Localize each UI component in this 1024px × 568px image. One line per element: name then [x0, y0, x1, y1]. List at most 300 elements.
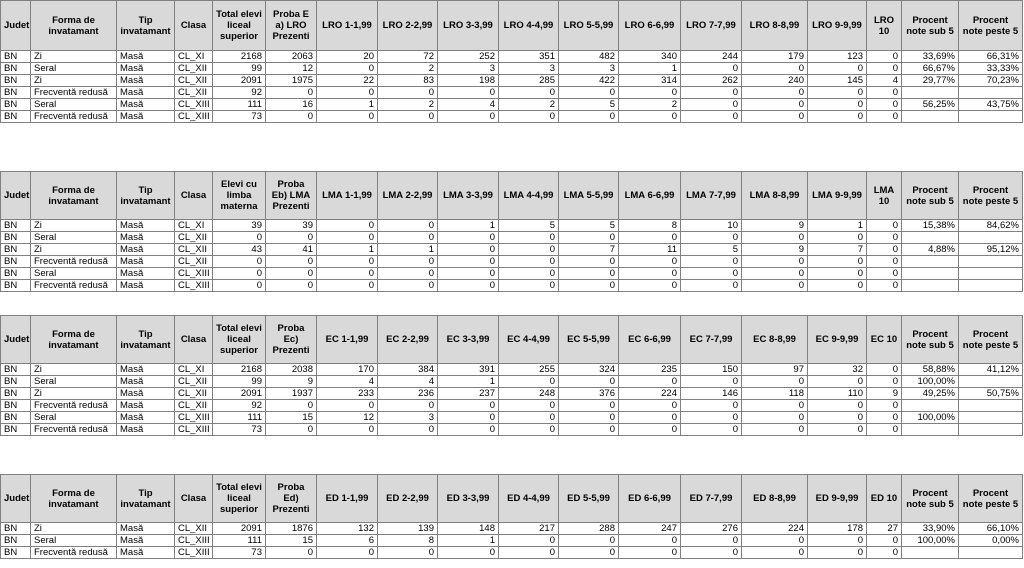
- table-cell: CL_XIII: [175, 535, 213, 547]
- table-cell: Seral: [31, 376, 117, 388]
- column-header: Forma de invatamant: [31, 475, 117, 523]
- table-cell: CL_XI: [175, 51, 213, 63]
- column-header: Proba Ec) Prezenti: [266, 316, 317, 364]
- table-cell: 83: [378, 75, 438, 87]
- table-cell: 0: [808, 63, 867, 75]
- table-cell: 1: [317, 99, 378, 111]
- table-cell: Masă: [117, 547, 175, 559]
- table-cell: 0: [499, 256, 559, 268]
- column-header: Procent note sub 5: [902, 316, 959, 364]
- table-cell: 33,33%: [959, 63, 1023, 75]
- table-cell: 1876: [266, 523, 317, 535]
- table-cell: 95,12%: [959, 244, 1023, 256]
- column-header: ED 9-9,99: [808, 475, 867, 523]
- table-cell: 0: [266, 232, 317, 244]
- table-cell: Masă: [117, 63, 175, 75]
- table-cell: 0: [213, 232, 266, 244]
- table-cell: BN: [1, 280, 31, 292]
- table-cell: 123: [808, 51, 867, 63]
- table-cell: Masă: [117, 220, 175, 232]
- column-header: LMA 3-3,99: [438, 172, 499, 220]
- table-cell: 9: [867, 388, 902, 400]
- column-header: Total elevi liceal superior: [213, 1, 266, 51]
- table-cell: [959, 256, 1023, 268]
- table-cell: 4: [438, 99, 499, 111]
- table-cell: Masă: [117, 376, 175, 388]
- table-cell: 4: [378, 376, 438, 388]
- table-cell: 0: [266, 268, 317, 280]
- table-cell: CL_XII: [175, 256, 213, 268]
- table-cell: 5: [499, 220, 559, 232]
- table-cell: 5: [559, 99, 619, 111]
- table-cell: 0: [438, 412, 499, 424]
- column-header: LRO 10: [867, 1, 902, 51]
- table-cell: 58,88%: [902, 364, 959, 376]
- column-header: EC 7-7,99: [681, 316, 742, 364]
- column-header: LMA 9-9,99: [808, 172, 867, 220]
- column-header: ED 4-4,99: [499, 475, 559, 523]
- column-header: Procent note peste 5: [959, 475, 1023, 523]
- table-cell: 148: [438, 523, 499, 535]
- table-cell: Masă: [117, 535, 175, 547]
- table-cell: Masă: [117, 280, 175, 292]
- column-header: Judet: [1, 316, 31, 364]
- table-cell: 217: [499, 523, 559, 535]
- table-cell: 0: [619, 111, 681, 123]
- column-header: Proba Ed) Prezenti: [266, 475, 317, 523]
- table-cell: 0: [499, 111, 559, 123]
- table-cell: 0: [438, 232, 499, 244]
- table-row: [1, 244, 1023, 256]
- table-cell: 0: [867, 63, 902, 75]
- table-cell: 0: [559, 535, 619, 547]
- table-cell: 0: [808, 547, 867, 559]
- table-cell: 16: [266, 99, 317, 111]
- table-cell: 33,69%: [902, 51, 959, 63]
- table-cell: Seral: [31, 232, 117, 244]
- table-cell: 2091: [213, 523, 266, 535]
- table-cell: CL_XIII: [175, 412, 213, 424]
- table-row: [1, 535, 1023, 547]
- table-cell: 0: [378, 400, 438, 412]
- table-cell: CL_XIII: [175, 111, 213, 123]
- table-cell: 0: [681, 63, 742, 75]
- table-cell: 0: [499, 376, 559, 388]
- table-cell: 0: [808, 412, 867, 424]
- table-cell: 288: [559, 523, 619, 535]
- table-cell: Seral: [31, 535, 117, 547]
- table-row: [1, 63, 1023, 75]
- table-cell: Seral: [31, 268, 117, 280]
- table-cell: 43: [213, 244, 266, 256]
- table-cell: 12: [266, 63, 317, 75]
- column-header: Tip invatamant: [117, 316, 175, 364]
- table-cell: BN: [1, 63, 31, 75]
- table-cell: 100,00%: [902, 535, 959, 547]
- table-cell: Zi: [31, 51, 117, 63]
- table-cell: 0: [742, 547, 808, 559]
- table-cell: Frecventă redusă: [31, 87, 117, 99]
- table-cell: 39: [266, 220, 317, 232]
- column-header: ED 10: [867, 475, 902, 523]
- table-cell: 0: [378, 547, 438, 559]
- table-cell: CL_XII: [175, 232, 213, 244]
- table-cell: 0: [266, 111, 317, 123]
- table-cell: Frecventă redusă: [31, 280, 117, 292]
- column-header: Judet: [1, 172, 31, 220]
- table-cell: 0: [742, 280, 808, 292]
- table-cell: 0: [681, 111, 742, 123]
- table-cell: 248: [499, 388, 559, 400]
- table-cell: 0: [438, 424, 499, 436]
- table-cell: CL_XIII: [175, 268, 213, 280]
- table-cell: 0: [808, 268, 867, 280]
- table-cell: 0: [808, 424, 867, 436]
- table-cell: Seral: [31, 99, 117, 111]
- table-cell: CL_XIII: [175, 547, 213, 559]
- table-cell: 0: [808, 99, 867, 111]
- table-cell: 33,90%: [902, 523, 959, 535]
- column-header: Proba E a) LRO Prezenti: [266, 1, 317, 51]
- table-cell: BN: [1, 87, 31, 99]
- table-cell: 110: [808, 388, 867, 400]
- table-cell: 111: [213, 412, 266, 424]
- column-header: Forma de invatamant: [31, 172, 117, 220]
- table-cell: 39: [213, 220, 266, 232]
- table-cell: 0: [438, 280, 499, 292]
- table-cell: 0: [317, 424, 378, 436]
- table-cell: 2: [619, 99, 681, 111]
- column-header: ED 1-1,99: [317, 475, 378, 523]
- header-row: [1, 172, 1023, 220]
- table-cell: Masă: [117, 256, 175, 268]
- table-cell: 0: [559, 412, 619, 424]
- table-row: [1, 523, 1023, 535]
- table-cell: 0: [867, 256, 902, 268]
- column-header: EC 8-8,99: [742, 316, 808, 364]
- header-row: [1, 316, 1023, 364]
- table-cell: Frecventă redusă: [31, 400, 117, 412]
- table-cell: 0: [266, 424, 317, 436]
- table-cell: 0: [438, 111, 499, 123]
- table-cell: Masă: [117, 424, 175, 436]
- table-cell: 1: [438, 535, 499, 547]
- table-cell: 324: [559, 364, 619, 376]
- table-cell: 1: [378, 244, 438, 256]
- table-cell: BN: [1, 111, 31, 123]
- table-cell: BN: [1, 523, 31, 535]
- table-cell: 236: [378, 388, 438, 400]
- table-cell: [959, 232, 1023, 244]
- table-cell: 0: [499, 400, 559, 412]
- lro-results-table: [0, 0, 1023, 123]
- table-row: [1, 364, 1023, 376]
- table-row: [1, 232, 1023, 244]
- table-cell: 0: [808, 376, 867, 388]
- table-cell: 70,23%: [959, 75, 1023, 87]
- table-cell: 0: [559, 400, 619, 412]
- table-cell: 145: [808, 75, 867, 87]
- table-cell: [902, 87, 959, 99]
- table-cell: Frecventă redusă: [31, 111, 117, 123]
- table-cell: 22: [317, 75, 378, 87]
- table-cell: 43,75%: [959, 99, 1023, 111]
- table-cell: 240: [742, 75, 808, 87]
- table-cell: 0: [438, 547, 499, 559]
- table-cell: 1: [808, 220, 867, 232]
- column-header: LMA 5-5,99: [559, 172, 619, 220]
- table-cell: 0: [499, 280, 559, 292]
- table-cell: 0: [742, 232, 808, 244]
- lma-results-table: [0, 171, 1023, 292]
- table-cell: 0: [867, 87, 902, 99]
- table-cell: Masă: [117, 400, 175, 412]
- table-row: [1, 268, 1023, 280]
- table-cell: 2: [499, 99, 559, 111]
- column-header: Tip invatamant: [117, 172, 175, 220]
- table-cell: 244: [681, 51, 742, 63]
- table-cell: 0: [559, 87, 619, 99]
- column-header: LMA 10: [867, 172, 902, 220]
- table-cell: 0: [619, 280, 681, 292]
- table-cell: 0: [619, 424, 681, 436]
- table-cell: [959, 87, 1023, 99]
- table-cell: Masă: [117, 232, 175, 244]
- table-cell: 15: [266, 412, 317, 424]
- table-cell: Frecventă redusă: [31, 547, 117, 559]
- table-cell: Frecventă redusă: [31, 424, 117, 436]
- table-cell: BN: [1, 388, 31, 400]
- column-header: Forma de invatamant: [31, 316, 117, 364]
- column-header: LRO 2-2,99: [378, 1, 438, 51]
- column-header: Procent note peste 5: [959, 172, 1023, 220]
- column-header: Elevi cu limba materna: [213, 172, 266, 220]
- table-cell: 5: [681, 244, 742, 256]
- table-cell: [959, 280, 1023, 292]
- column-header: LMA 1-1,99: [317, 172, 378, 220]
- table-cell: 0: [438, 87, 499, 99]
- table-cell: [959, 111, 1023, 123]
- column-header: ED 6-6,99: [619, 475, 681, 523]
- table-cell: [959, 412, 1023, 424]
- table-cell: 0: [619, 535, 681, 547]
- table-cell: 0: [742, 111, 808, 123]
- table-cell: 0: [681, 535, 742, 547]
- table-cell: 99: [213, 376, 266, 388]
- column-header: Total elevi liceal superior: [213, 316, 266, 364]
- table-cell: 233: [317, 388, 378, 400]
- table-cell: 100,00%: [902, 376, 959, 388]
- column-header: ED 8-8,99: [742, 475, 808, 523]
- table-cell: 2091: [213, 75, 266, 87]
- table-cell: 0: [867, 232, 902, 244]
- table-cell: 9: [742, 244, 808, 256]
- table-cell: 0: [867, 400, 902, 412]
- table-cell: 0: [867, 535, 902, 547]
- table-cell: 2063: [266, 51, 317, 63]
- table-cell: 262: [681, 75, 742, 87]
- table-cell: 0: [559, 111, 619, 123]
- table-cell: BN: [1, 364, 31, 376]
- table-cell: Seral: [31, 63, 117, 75]
- column-header: EC 1-1,99: [317, 316, 378, 364]
- table-cell: 10: [681, 220, 742, 232]
- table-cell: 376: [559, 388, 619, 400]
- table-cell: CL_XII: [175, 87, 213, 99]
- table-cell: Frecventă redusă: [31, 256, 117, 268]
- table-cell: [902, 111, 959, 123]
- table-row: [1, 376, 1023, 388]
- table-cell: BN: [1, 99, 31, 111]
- table-cell: 3: [378, 412, 438, 424]
- table-cell: 0: [742, 256, 808, 268]
- table-cell: 15,38%: [902, 220, 959, 232]
- column-header: LRO 1-1,99: [317, 1, 378, 51]
- table-cell: Masă: [117, 268, 175, 280]
- table-cell: [902, 256, 959, 268]
- table-cell: 0: [867, 220, 902, 232]
- table-cell: [902, 232, 959, 244]
- table-cell: Masă: [117, 99, 175, 111]
- table-cell: 0: [619, 547, 681, 559]
- table-row: [1, 256, 1023, 268]
- table-cell: 0: [559, 547, 619, 559]
- table-cell: Masă: [117, 244, 175, 256]
- table-cell: [959, 424, 1023, 436]
- table-cell: [959, 376, 1023, 388]
- table-cell: 0: [438, 400, 499, 412]
- table-cell: 391: [438, 364, 499, 376]
- table-cell: 0: [808, 87, 867, 99]
- table-cell: 0: [681, 424, 742, 436]
- column-header: LMA 8-8,99: [742, 172, 808, 220]
- table-cell: 0: [808, 280, 867, 292]
- table-cell: 0: [867, 99, 902, 111]
- table-cell: Masă: [117, 412, 175, 424]
- column-header: Tip invatamant: [117, 475, 175, 523]
- table-cell: 73: [213, 424, 266, 436]
- table-cell: BN: [1, 244, 31, 256]
- column-header: Total elevi liceal superior: [213, 475, 266, 523]
- table-cell: 111: [213, 99, 266, 111]
- table-cell: 56,25%: [902, 99, 959, 111]
- table-cell: 0: [499, 547, 559, 559]
- table-cell: 0: [742, 376, 808, 388]
- table-cell: 0: [619, 87, 681, 99]
- table-cell: 0: [619, 256, 681, 268]
- table-cell: 0: [559, 256, 619, 268]
- ed-results-table: [0, 474, 1023, 559]
- table-cell: Zi: [31, 364, 117, 376]
- table-cell: [959, 400, 1023, 412]
- table-cell: BN: [1, 535, 31, 547]
- table-cell: Zi: [31, 75, 117, 87]
- table-cell: 0: [681, 412, 742, 424]
- table-cell: 27: [867, 523, 902, 535]
- table-row: [1, 547, 1023, 559]
- table-cell: CL_XII: [175, 63, 213, 75]
- table-cell: 0: [867, 111, 902, 123]
- column-header: Clasa: [175, 475, 213, 523]
- table-cell: BN: [1, 220, 31, 232]
- table-row: [1, 99, 1023, 111]
- table-cell: 0: [808, 535, 867, 547]
- table-cell: 0: [742, 63, 808, 75]
- table-cell: Masă: [117, 75, 175, 87]
- table-cell: 0: [266, 256, 317, 268]
- column-header: LRO 7-7,99: [681, 1, 742, 51]
- table-row: [1, 400, 1023, 412]
- table-cell: 0: [378, 280, 438, 292]
- table-cell: BN: [1, 400, 31, 412]
- table-cell: 235: [619, 364, 681, 376]
- table-cell: CL_XII: [175, 400, 213, 412]
- table-cell: 0,00%: [959, 535, 1023, 547]
- table-cell: 0: [317, 547, 378, 559]
- table-cell: CL_XI: [175, 220, 213, 232]
- column-header: LRO 9-9,99: [808, 1, 867, 51]
- table-cell: 351: [499, 51, 559, 63]
- table-cell: 170: [317, 364, 378, 376]
- table-cell: 0: [438, 256, 499, 268]
- table-cell: 224: [619, 388, 681, 400]
- table-cell: 0: [742, 424, 808, 436]
- table-cell: 0: [742, 268, 808, 280]
- table-cell: 49,25%: [902, 388, 959, 400]
- table-cell: 0: [681, 232, 742, 244]
- table-cell: 7: [559, 244, 619, 256]
- table-cell: 0: [808, 232, 867, 244]
- table-cell: 9: [266, 376, 317, 388]
- table-cell: 255: [499, 364, 559, 376]
- table-cell: 0: [808, 400, 867, 412]
- table-cell: 0: [499, 232, 559, 244]
- table-cell: 2168: [213, 51, 266, 63]
- table-cell: 422: [559, 75, 619, 87]
- table-cell: 276: [681, 523, 742, 535]
- table-cell: CL_XII: [175, 244, 213, 256]
- table-cell: 0: [619, 232, 681, 244]
- table-cell: 50,75%: [959, 388, 1023, 400]
- table-cell: 482: [559, 51, 619, 63]
- table-row: [1, 87, 1023, 99]
- table-cell: 0: [266, 400, 317, 412]
- column-header: Proba Eb) LMA Prezenti: [266, 172, 317, 220]
- column-header: EC 4-4,99: [499, 316, 559, 364]
- table-cell: [959, 547, 1023, 559]
- table-cell: 1: [619, 63, 681, 75]
- table-cell: 66,67%: [902, 63, 959, 75]
- table-cell: 0: [317, 256, 378, 268]
- table-cell: 252: [438, 51, 499, 63]
- table-cell: 314: [619, 75, 681, 87]
- table-cell: BN: [1, 268, 31, 280]
- table-row: [1, 220, 1023, 232]
- column-header: ED 5-5,99: [559, 475, 619, 523]
- table-cell: BN: [1, 75, 31, 87]
- column-header: Procent note peste 5: [959, 1, 1023, 51]
- column-header: LMA 6-6,99: [619, 172, 681, 220]
- table-cell: [959, 268, 1023, 280]
- table-cell: 0: [559, 280, 619, 292]
- table-cell: Zi: [31, 523, 117, 535]
- table-cell: [902, 280, 959, 292]
- column-header: ED 2-2,99: [378, 475, 438, 523]
- table-cell: 198: [438, 75, 499, 87]
- table-cell: 0: [867, 424, 902, 436]
- table-cell: 1: [317, 244, 378, 256]
- table-cell: 4: [867, 75, 902, 87]
